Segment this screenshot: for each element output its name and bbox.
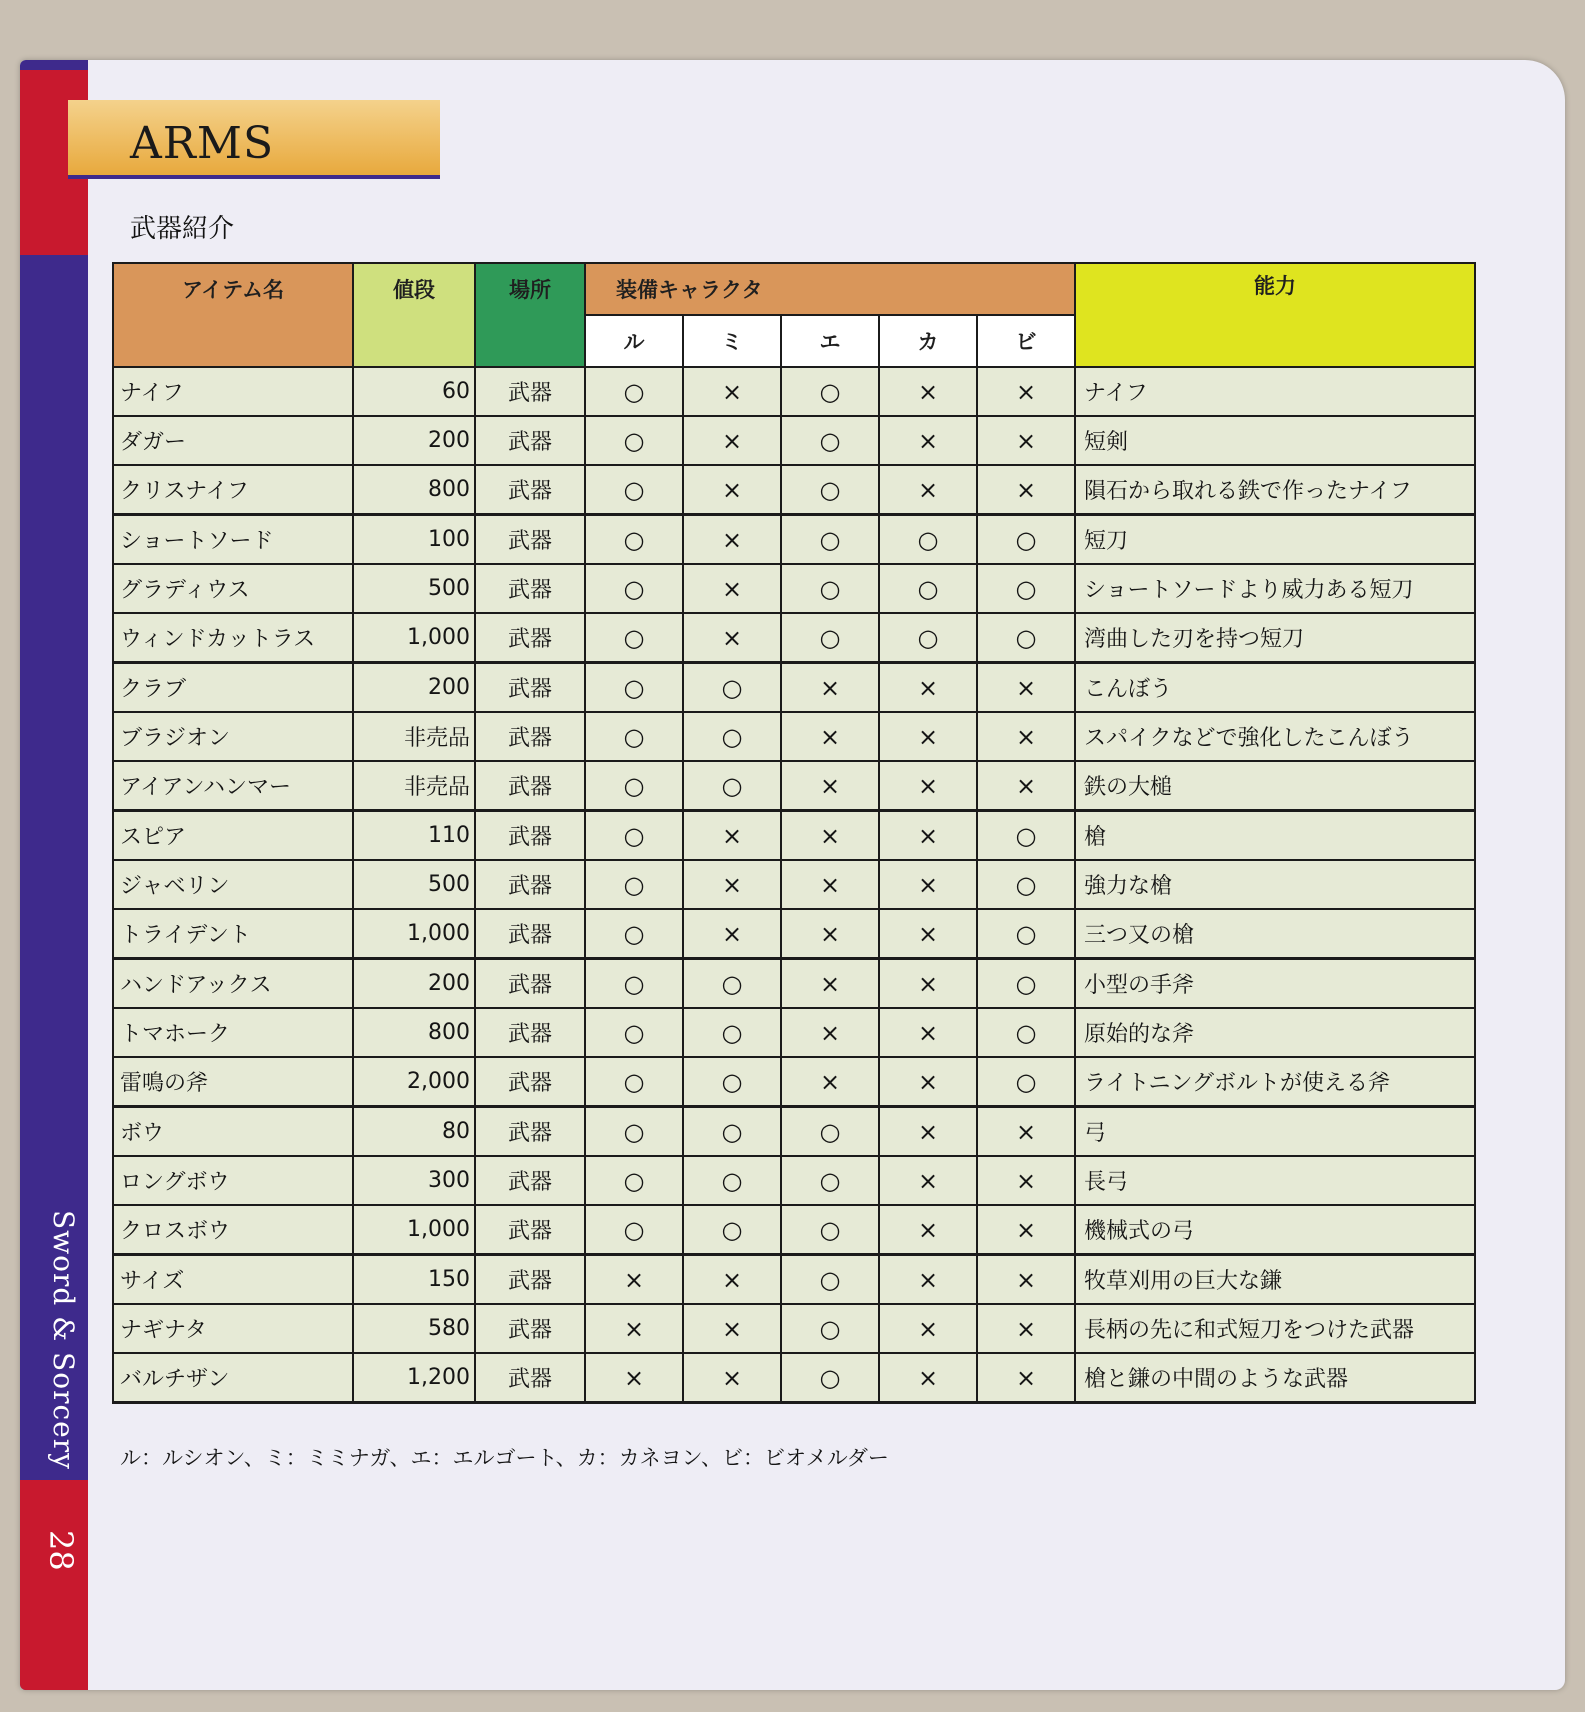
table-row: [113, 1156, 1475, 1205]
table-row: [113, 959, 1475, 1009]
equip-mark: ○: [683, 663, 781, 713]
equip-mark: ○: [585, 564, 683, 613]
header-char-ru: ル: [585, 315, 683, 367]
item-ability: ライトニングボルトが使える斧: [1075, 1057, 1475, 1107]
item-name: スピア: [113, 811, 353, 861]
item-ability: 原始的な斧: [1075, 1008, 1475, 1057]
equip-mark: ×: [879, 761, 977, 811]
item-name: クリスナイフ: [113, 465, 353, 515]
equip-mark: ○: [781, 1205, 879, 1255]
item-name: ナギナタ: [113, 1304, 353, 1353]
equip-mark: ×: [879, 1008, 977, 1057]
item-name: ジャベリン: [113, 860, 353, 909]
equip-mark: ×: [977, 663, 1075, 713]
table-row: [113, 860, 1475, 909]
item-price: 非売品: [353, 712, 475, 761]
item-place: 武器: [475, 1353, 585, 1403]
equip-mark: ○: [585, 860, 683, 909]
equip-mark: ×: [781, 909, 879, 959]
item-place: 武器: [475, 1304, 585, 1353]
item-name: ウィンドカットラス: [113, 613, 353, 663]
item-place: 武器: [475, 613, 585, 663]
equip-mark: ×: [683, 416, 781, 465]
equip-mark: ○: [977, 564, 1075, 613]
equip-mark: ×: [781, 761, 879, 811]
equip-mark: ○: [585, 515, 683, 565]
equip-mark: ×: [977, 1205, 1075, 1255]
table-row: [113, 1255, 1475, 1305]
equip-mark: ×: [683, 1255, 781, 1305]
equip-mark: ○: [585, 959, 683, 1009]
item-price: 800: [353, 1008, 475, 1057]
item-name: トライデント: [113, 909, 353, 959]
header-ability: 能力: [1075, 263, 1475, 367]
equip-mark: ×: [977, 761, 1075, 811]
equip-mark: ×: [781, 811, 879, 861]
item-place: 武器: [475, 811, 585, 861]
equip-mark: ○: [585, 761, 683, 811]
equip-mark: ○: [977, 860, 1075, 909]
item-place: 武器: [475, 761, 585, 811]
equip-mark: ×: [879, 811, 977, 861]
header-item-name: アイテム名: [113, 263, 353, 367]
equip-mark: ×: [683, 613, 781, 663]
item-ability: 隕石から取れる鉄で作ったナイフ: [1075, 465, 1475, 515]
spine-book-title: Sword & Sorcery: [47, 1210, 80, 1470]
item-price: 300: [353, 1156, 475, 1205]
item-price: 1,000: [353, 613, 475, 663]
item-price: 200: [353, 959, 475, 1009]
item-place: 武器: [475, 1156, 585, 1205]
item-price: 60: [353, 367, 475, 416]
equip-mark: ×: [879, 1255, 977, 1305]
header-price: 値段: [353, 263, 475, 367]
item-price: 1,000: [353, 909, 475, 959]
page-subtitle: 武器紹介: [130, 214, 235, 244]
header-char-ka: カ: [879, 315, 977, 367]
equip-mark: ○: [683, 1057, 781, 1107]
equip-mark: ×: [781, 1057, 879, 1107]
item-ability: 湾曲した刃を持つ短刀: [1075, 613, 1475, 663]
equip-mark: ×: [683, 515, 781, 565]
item-place: 武器: [475, 959, 585, 1009]
item-price: 500: [353, 860, 475, 909]
item-ability: ショートソードより威力ある短刀: [1075, 564, 1475, 613]
equip-mark: ×: [781, 959, 879, 1009]
table-row: [113, 1057, 1475, 1107]
table-row: [113, 367, 1475, 416]
item-place: 武器: [475, 1255, 585, 1305]
equip-mark: ×: [977, 367, 1075, 416]
equip-mark: ○: [781, 1107, 879, 1157]
header-char-bi: ビ: [977, 315, 1075, 367]
table-row: [113, 1353, 1475, 1403]
item-ability: 長弓: [1075, 1156, 1475, 1205]
equip-mark: ○: [977, 811, 1075, 861]
equip-mark: ○: [585, 416, 683, 465]
equip-mark: ×: [879, 712, 977, 761]
table-row: [113, 1205, 1475, 1255]
page-title: ARMS: [130, 118, 275, 169]
equip-mark: ○: [977, 613, 1075, 663]
item-name: クロスボウ: [113, 1205, 353, 1255]
equip-mark: ×: [781, 712, 879, 761]
equip-mark: ○: [683, 1008, 781, 1057]
equip-mark: ○: [781, 1353, 879, 1403]
item-ability: 牧草刈用の巨大な鎌: [1075, 1255, 1475, 1305]
item-ability: 機械式の弓: [1075, 1205, 1475, 1255]
equip-mark: ○: [781, 416, 879, 465]
equip-mark: ×: [879, 860, 977, 909]
equip-mark: ○: [977, 959, 1075, 1009]
item-ability: ナイフ: [1075, 367, 1475, 416]
item-price: 200: [353, 663, 475, 713]
equip-mark: ×: [977, 465, 1075, 515]
equip-mark: ×: [585, 1255, 683, 1305]
item-place: 武器: [475, 1057, 585, 1107]
equip-mark: ×: [585, 1304, 683, 1353]
item-ability: 弓: [1075, 1107, 1475, 1157]
equip-mark: ×: [879, 416, 977, 465]
equip-mark: ×: [683, 1304, 781, 1353]
equip-mark: ×: [977, 1353, 1075, 1403]
equip-mark: ○: [781, 465, 879, 515]
header-equip-character: 装備キャラクタ: [585, 263, 1075, 315]
table-row: [113, 613, 1475, 663]
equip-mark: ×: [879, 1107, 977, 1157]
equip-mark: ×: [683, 811, 781, 861]
equip-mark: ○: [585, 1107, 683, 1157]
table-row: [113, 811, 1475, 861]
equip-mark: ○: [781, 515, 879, 565]
equip-mark: ○: [585, 465, 683, 515]
equip-mark: ○: [585, 1156, 683, 1205]
item-place: 武器: [475, 416, 585, 465]
equip-mark: ○: [781, 1304, 879, 1353]
equip-mark: ○: [879, 613, 977, 663]
item-ability: スパイクなどで強化したこんぼう: [1075, 712, 1475, 761]
equip-mark: ×: [781, 860, 879, 909]
equip-mark: ×: [977, 1304, 1075, 1353]
equip-mark: ×: [683, 1353, 781, 1403]
equip-mark: ○: [879, 564, 977, 613]
table-row: [113, 416, 1475, 465]
item-name: アイアンハンマー: [113, 761, 353, 811]
table-row: [113, 564, 1475, 613]
item-name: グラディウス: [113, 564, 353, 613]
item-ability: 槍と鎌の中間のような武器: [1075, 1353, 1475, 1403]
item-ability: 小型の手斧: [1075, 959, 1475, 1009]
item-ability: こんぼう: [1075, 663, 1475, 713]
item-place: 武器: [475, 1205, 585, 1255]
item-name: ボウ: [113, 1107, 353, 1157]
equip-mark: ×: [879, 959, 977, 1009]
equip-mark: ○: [683, 712, 781, 761]
equip-mark: ○: [683, 761, 781, 811]
equip-mark: ×: [977, 1107, 1075, 1157]
equip-mark: ×: [683, 909, 781, 959]
item-price: 150: [353, 1255, 475, 1305]
item-place: 武器: [475, 712, 585, 761]
equip-mark: ×: [683, 465, 781, 515]
equip-mark: ×: [879, 367, 977, 416]
item-name: サイズ: [113, 1255, 353, 1305]
table-row: [113, 465, 1475, 515]
arms-table-body: [113, 367, 1475, 1403]
table-row: [113, 663, 1475, 713]
item-ability: 長柄の先に和式短刀をつけた武器: [1075, 1304, 1475, 1353]
item-place: 武器: [475, 465, 585, 515]
equip-mark: ○: [879, 515, 977, 565]
header-char-mi: ミ: [683, 315, 781, 367]
equip-mark: ×: [781, 663, 879, 713]
item-name: ハンドアックス: [113, 959, 353, 1009]
equip-mark: ×: [977, 1255, 1075, 1305]
item-name: 雷鳴の斧: [113, 1057, 353, 1107]
equip-mark: ×: [977, 1156, 1075, 1205]
equip-mark: ○: [683, 1107, 781, 1157]
item-price: 1,000: [353, 1205, 475, 1255]
equip-mark: ○: [585, 712, 683, 761]
header-char-e: エ: [781, 315, 879, 367]
equip-mark: ○: [977, 909, 1075, 959]
equip-mark: ○: [781, 1255, 879, 1305]
item-name: ナイフ: [113, 367, 353, 416]
equip-mark: ○: [977, 515, 1075, 565]
equip-mark: ○: [977, 1057, 1075, 1107]
item-ability: 短剣: [1075, 416, 1475, 465]
equip-mark: ○: [683, 1205, 781, 1255]
item-place: 武器: [475, 564, 585, 613]
equip-mark: ×: [879, 1057, 977, 1107]
item-price: 非売品: [353, 761, 475, 811]
item-ability: 強力な槍: [1075, 860, 1475, 909]
item-place: 武器: [475, 909, 585, 959]
equip-mark: ×: [879, 663, 977, 713]
item-place: 武器: [475, 1008, 585, 1057]
item-place: 武器: [475, 1107, 585, 1157]
table-row: [113, 515, 1475, 565]
equip-mark: ○: [781, 564, 879, 613]
item-price: 1,200: [353, 1353, 475, 1403]
equip-mark: ○: [585, 1205, 683, 1255]
equip-mark: ○: [585, 1008, 683, 1057]
item-place: 武器: [475, 515, 585, 565]
item-name: ロングボウ: [113, 1156, 353, 1205]
item-price: 200: [353, 416, 475, 465]
equip-mark: ○: [781, 367, 879, 416]
table-row: [113, 712, 1475, 761]
equip-mark: ×: [879, 465, 977, 515]
item-name: クラブ: [113, 663, 353, 713]
item-ability: 短刀: [1075, 515, 1475, 565]
header-place: 場所: [475, 263, 585, 367]
item-price: 800: [353, 465, 475, 515]
equip-mark: ○: [585, 663, 683, 713]
item-name: バルチザン: [113, 1353, 353, 1403]
table-row: [113, 1304, 1475, 1353]
item-name: トマホーク: [113, 1008, 353, 1057]
equip-mark: ○: [683, 959, 781, 1009]
item-price: 2,000: [353, 1057, 475, 1107]
item-name: ダガー: [113, 416, 353, 465]
item-price: 80: [353, 1107, 475, 1157]
equip-mark: ○: [585, 909, 683, 959]
item-ability: 鉄の大槌: [1075, 761, 1475, 811]
item-name: ブラジオン: [113, 712, 353, 761]
equip-mark: ×: [683, 564, 781, 613]
equip-mark: ×: [683, 367, 781, 416]
arms-table: [112, 262, 1476, 1404]
item-price: 100: [353, 515, 475, 565]
equip-mark: ×: [977, 712, 1075, 761]
table-row: [113, 1107, 1475, 1157]
table-row: [113, 761, 1475, 811]
equip-mark: ×: [879, 909, 977, 959]
equip-mark: ×: [879, 1205, 977, 1255]
equip-mark: ○: [585, 367, 683, 416]
equip-mark: ○: [585, 811, 683, 861]
equip-mark: ○: [781, 1156, 879, 1205]
item-ability: 三つ又の槍: [1075, 909, 1475, 959]
equip-mark: ×: [683, 860, 781, 909]
equip-mark: ×: [879, 1353, 977, 1403]
equip-mark: ○: [781, 613, 879, 663]
item-price: 580: [353, 1304, 475, 1353]
item-name: ショートソード: [113, 515, 353, 565]
equip-mark: ×: [879, 1304, 977, 1353]
item-price: 500: [353, 564, 475, 613]
equip-mark: ×: [585, 1353, 683, 1403]
character-legend: ル：ルシオン、ミ：ミミナガ、エ：エルゴート、カ：カネヨン、ビ：ビオメルダー: [120, 1446, 889, 1470]
item-ability: 槍: [1075, 811, 1475, 861]
equip-mark: ○: [683, 1156, 781, 1205]
equip-mark: ○: [977, 1008, 1075, 1057]
equip-mark: ○: [585, 1057, 683, 1107]
item-place: 武器: [475, 860, 585, 909]
table-row: [113, 1008, 1475, 1057]
page-number: 28: [42, 1529, 80, 1571]
equip-mark: ×: [781, 1008, 879, 1057]
item-price: 110: [353, 811, 475, 861]
item-place: 武器: [475, 663, 585, 713]
equip-mark: ×: [879, 1156, 977, 1205]
item-place: 武器: [475, 367, 585, 416]
table-row: [113, 909, 1475, 959]
equip-mark: ×: [977, 416, 1075, 465]
equip-mark: ○: [585, 613, 683, 663]
